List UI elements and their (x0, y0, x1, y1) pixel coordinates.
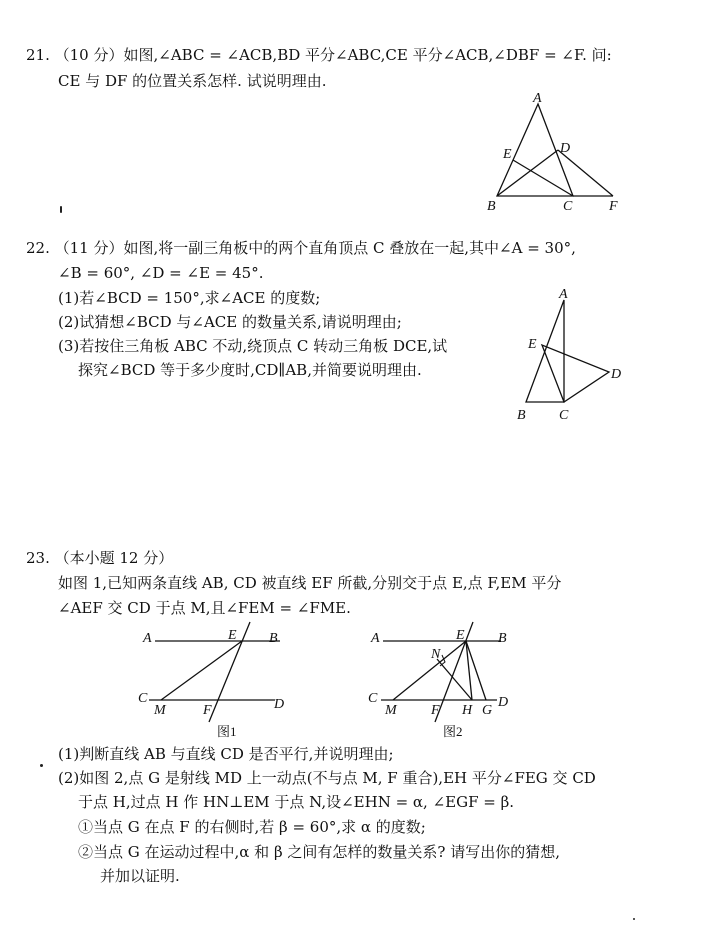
q22-line-2: ∠B = 60°, ∠D = ∠E = 45°. (58, 264, 264, 282)
q21-segment-ce (513, 160, 573, 196)
q22-label-e: E (528, 337, 537, 352)
q23-intro-1: 如图 1,已知两条直线 AB, CD 被直线 EF 所截,分别交于点 E,点 F,EM 平分 (58, 574, 562, 592)
q22-label-d: D (611, 367, 622, 382)
q23-question-2a: (2)如图 2,点 G 是射线 MD 上一动点(不与点 M, F 重合),EH 平分∠FEG 交 CD (58, 769, 596, 787)
q22-sub-3a: (3)若按住三角板 ABC 不动,绕顶点 C 转动三角板 DCE,试 (58, 337, 448, 355)
q21-line-1: 21. （10 分）如图,∠ABC = ∠ACB,BD 平分∠ABC,CE 平分∠ACB,∠DBF = ∠F. 问: (26, 46, 612, 64)
q23-fig2-label-n: N (431, 647, 441, 662)
q23-fig2-caption: 图2 (443, 724, 463, 739)
q21-figure (480, 88, 630, 218)
stray-mark (60, 206, 62, 213)
q23-fig2-label-e: E (456, 628, 465, 643)
q21-label-b: B (487, 199, 496, 214)
q23-fig2-label-h: H (462, 703, 473, 718)
q22-triangle-dce (542, 345, 609, 402)
q23-fig2-label-m: M (385, 703, 397, 718)
q21-label-a: A (533, 91, 542, 106)
q23-fig1-label-f: F (203, 703, 212, 718)
q23-figure-1 (135, 618, 300, 744)
q21-label-f: F (609, 199, 618, 214)
q23-question-2c: ①当点 G 在点 F 的右侧时,若 β = 60°,求 α 的度数; (78, 818, 426, 836)
q23-fig1-label-a: A (143, 631, 152, 646)
q22-line-1: 22. （11 分）如图,将一副三角板中的两个直角顶点 C 叠放在一起,其中∠A = 30°, (26, 239, 576, 257)
q22-label-b: B (517, 408, 526, 423)
q23-fig1-label-c: C (138, 691, 148, 706)
q23-fig2-label-f: F (431, 703, 440, 718)
q22-sub-1: (1)若∠BCD = 150°,求∠ACE 的度数; (58, 289, 321, 307)
q22-sub-3b: 探究∠BCD 等于多少度时,CD∥AB,并简要说明理由. (78, 361, 422, 379)
q23-fig2-label-b: B (498, 631, 507, 646)
q23-title: 23. （本小题 12 分） (26, 549, 174, 567)
q23-question-1: (1)判断直线 AB 与直线 CD 是否平行,并说明理由; (58, 745, 394, 763)
q23-fig2-segment-hn (437, 659, 472, 700)
q23-fig2-label-c: C (368, 691, 378, 706)
q23-fig1-label-b: B (269, 631, 278, 646)
q23-fig1-label-m: M (154, 703, 166, 718)
q21-segment-df (558, 150, 613, 196)
q21-line-2: CE 与 DF 的位置关系怎样. 试说明理由. (58, 72, 327, 90)
q22-label-a: A (559, 287, 568, 302)
q23-fig1-caption: 图1 (217, 724, 237, 739)
q22-figure (505, 282, 635, 427)
stray-dot (40, 764, 43, 767)
q21-label-e: E (503, 147, 512, 162)
q22-sub-2: (2)试猜想∠BCD 与∠ACE 的数量关系,请说明理由; (58, 313, 402, 331)
q23-figure-2 (365, 618, 525, 744)
q23-question-2e: 并加以证明. (100, 867, 180, 885)
q23-fig1-label-e: E (228, 628, 237, 643)
q23-fig2-label-d: D (498, 695, 509, 710)
stray-dot-bottom (633, 918, 635, 920)
q23-fig2-label-a: A (371, 631, 380, 646)
q22-label-c: C (559, 408, 569, 423)
q23-fig2-label-g: G (482, 703, 493, 718)
q23-intro-2: ∠AEF 交 CD 于点 M,且∠FEM = ∠FME. (58, 599, 351, 617)
q23-fig1-label-d: D (274, 697, 285, 712)
q23-question-2b: 于点 H,过点 H 作 HN⊥EM 于点 N,设∠EHN = α, ∠EGF = β. (78, 793, 515, 811)
q23-question-2d: ②当点 G 在运动过程中,α 和 β 之间有怎样的数量关系? 请写出你的猜想, (78, 843, 560, 861)
q21-label-d: D (560, 141, 571, 156)
q21-label-c: C (563, 199, 573, 214)
